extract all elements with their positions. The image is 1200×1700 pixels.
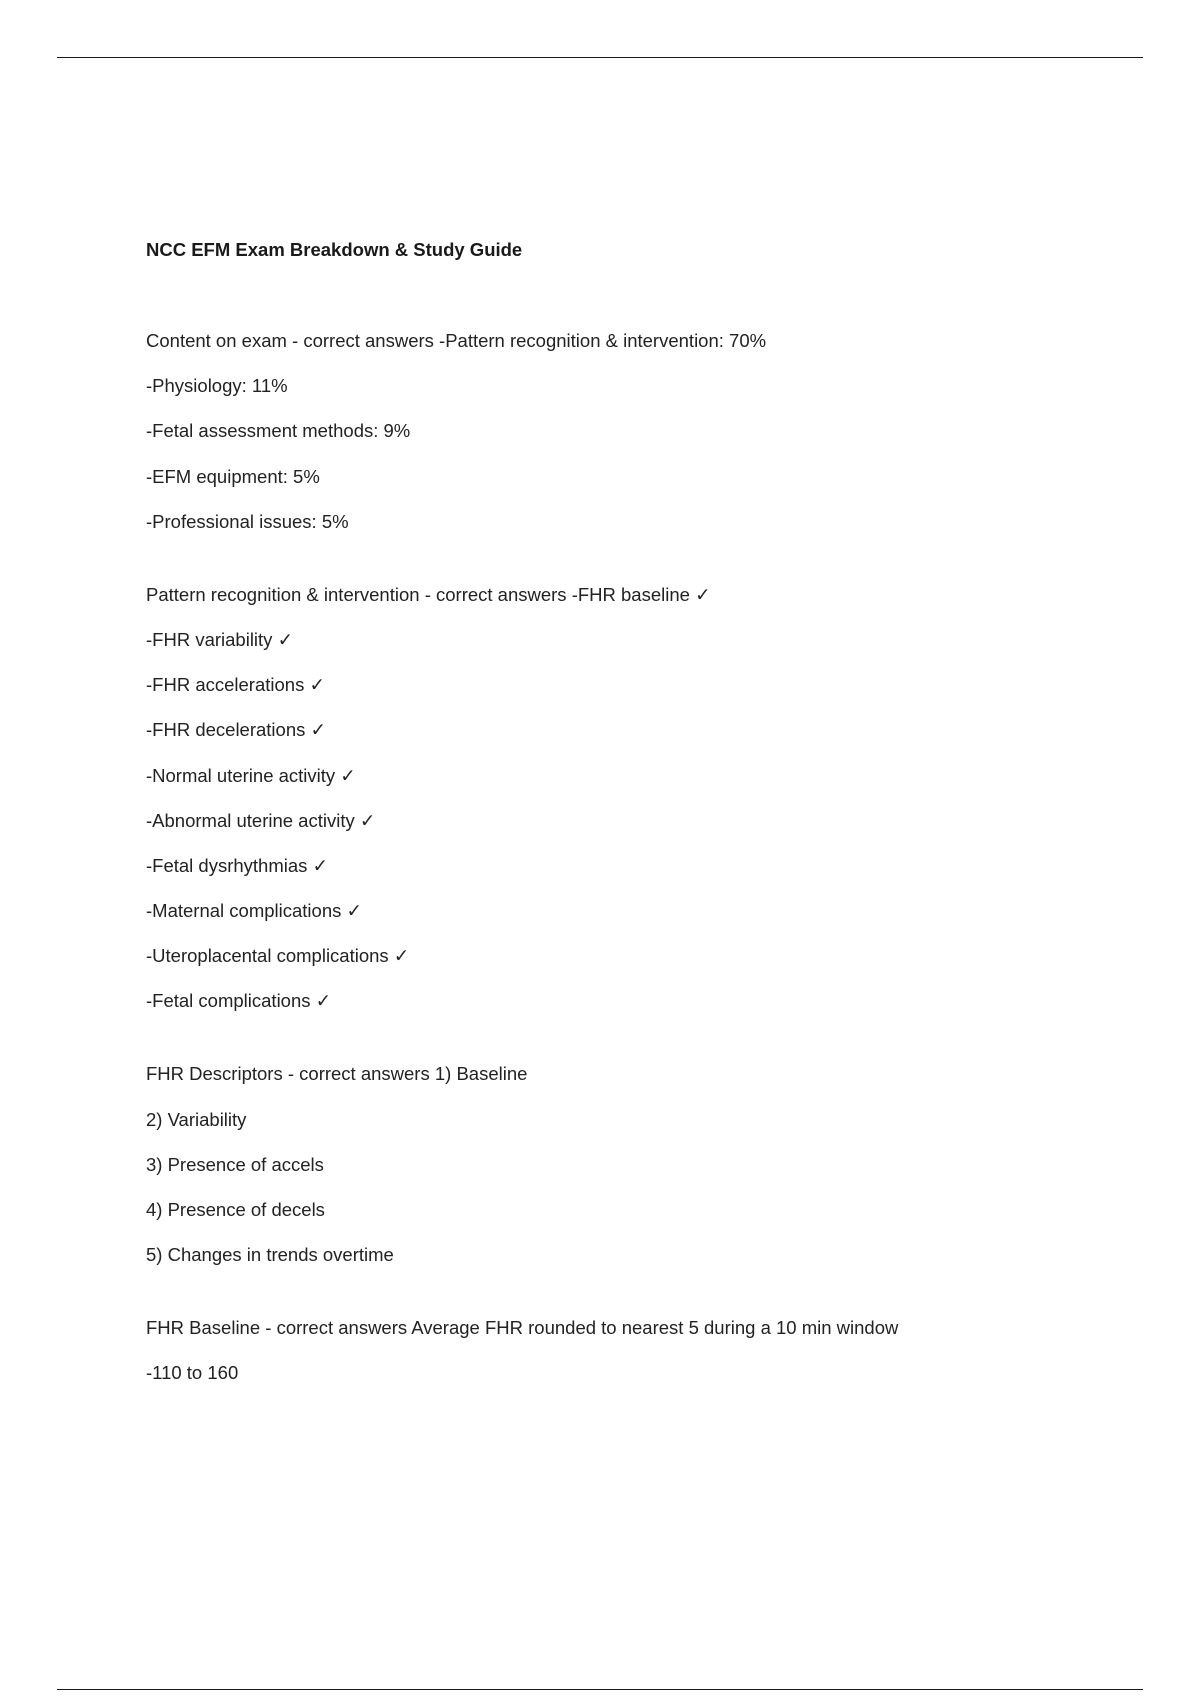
qa-line: -Maternal complications ✓ bbox=[146, 900, 362, 922]
qa-line: -FHR variability ✓ bbox=[146, 628, 294, 650]
qa-line: -Professional issues: 5% bbox=[146, 510, 349, 532]
qa-line: -FHR decelerations ✓ bbox=[146, 719, 327, 741]
qa-line: Pattern recognition & intervention - correct answers -FHR baseline ✓ bbox=[146, 583, 711, 605]
qa-line: Content on exam - correct answers -Pattern recognition & intervention: 70% bbox=[146, 330, 767, 351]
qa-line: FHR Baseline - correct answers Average FHR rounded to nearest 5 during a 10 min window bbox=[146, 1317, 899, 1339]
qa-line: -Uteroplacental complications ✓ bbox=[146, 945, 410, 967]
qa-line: 5) Changes in trends overtime bbox=[146, 1244, 394, 1266]
qa-block-fhr-baseline bbox=[146, 1314, 1106, 1387]
qa-line: -EFM equipment: 5% bbox=[146, 465, 320, 487]
qa-line: -Fetal dysrhythmias ✓ bbox=[146, 854, 329, 876]
study-guide-sections bbox=[146, 327, 1106, 1387]
qa-block-fhr-descriptors bbox=[146, 1060, 1106, 1269]
qa-line: 3) Presence of accels bbox=[146, 1153, 324, 1175]
qa-line: -110 to 160 bbox=[146, 1362, 239, 1384]
qa-block-content-on-exam bbox=[146, 327, 1106, 536]
header-rule bbox=[57, 57, 1143, 58]
qa-line: 4) Presence of decels bbox=[146, 1199, 325, 1220]
qa-line: -Physiology: 11% bbox=[146, 375, 288, 397]
qa-block-pattern-recognition bbox=[146, 581, 1106, 1016]
qa-line: -Abnormal uterine activity ✓ bbox=[146, 809, 376, 831]
document-title: NCC EFM Exam Breakdown & Study Guide bbox=[146, 239, 523, 260]
qa-line: -FHR accelerations ✓ bbox=[146, 674, 325, 696]
footer-rule bbox=[57, 1689, 1143, 1690]
page-content bbox=[146, 236, 1106, 1432]
qa-line: -Normal uterine activity ✓ bbox=[146, 764, 356, 786]
qa-line: FHR Descriptors - correct answers 1) Baseline bbox=[146, 1063, 528, 1085]
qa-line: -Fetal assessment methods: 9% bbox=[146, 420, 411, 442]
qa-line: -Fetal complications ✓ bbox=[146, 990, 332, 1012]
qa-line: 2) Variability bbox=[146, 1108, 247, 1130]
